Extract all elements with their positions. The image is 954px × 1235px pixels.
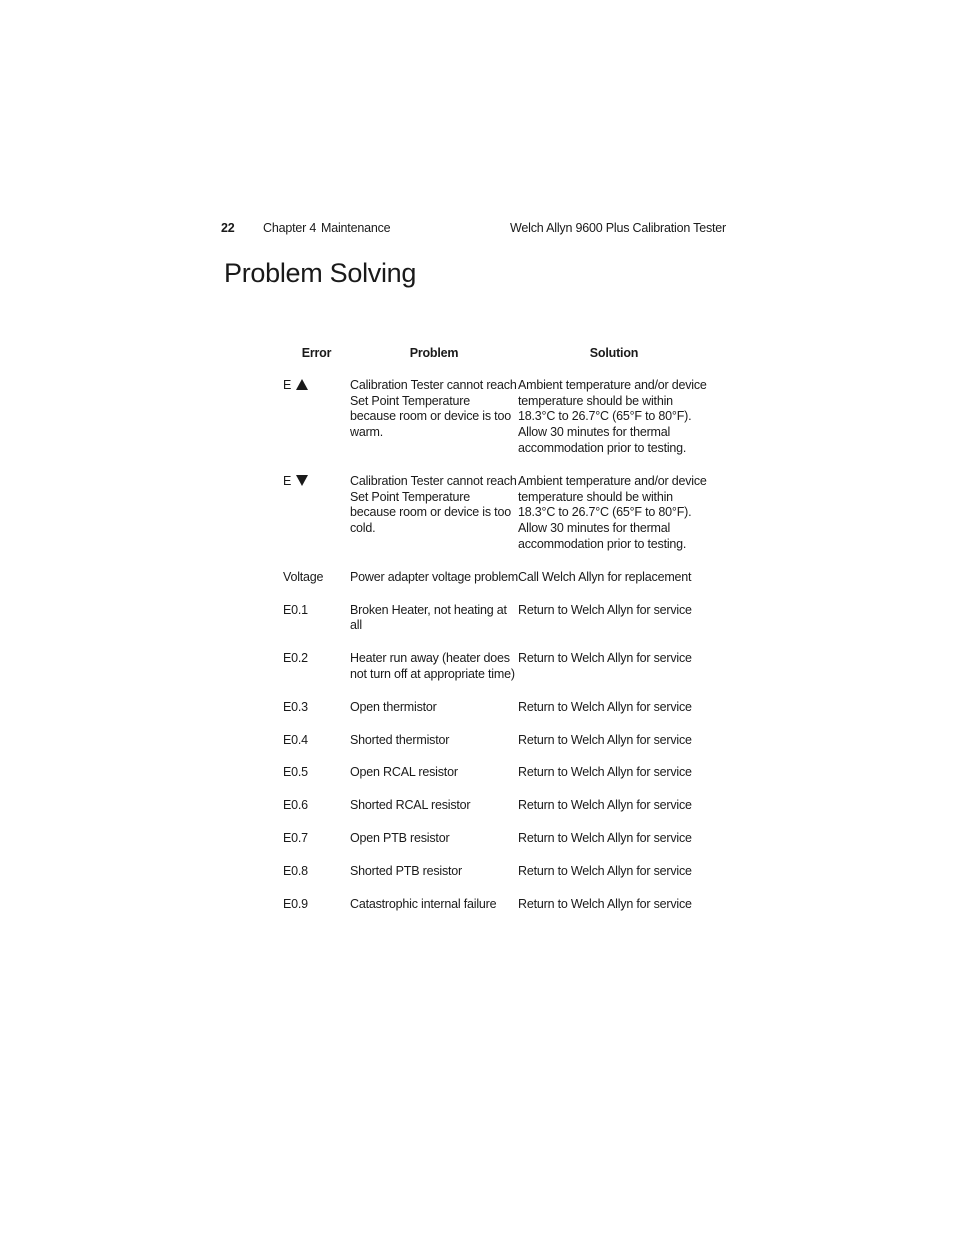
problem-cell: Broken Heater, not heating at all (350, 602, 507, 633)
error-code-cell: E0.6 (283, 798, 308, 813)
column-header-problem: Problem (409, 346, 459, 360)
table-row (283, 378, 710, 474)
error-code-cell: E0.8 (283, 863, 308, 878)
table-header-row (283, 346, 710, 378)
problem-cell: Shorted thermistor (350, 732, 450, 747)
error-code-cell: E0.2 (283, 651, 308, 666)
problem-cell: Catastrophic internal failure (350, 896, 497, 911)
table-row (283, 570, 710, 603)
table-row (283, 651, 710, 700)
problem-cell: Open RCAL resistor (350, 765, 458, 780)
solution-cell: Return to Welch Allyn for service (518, 651, 692, 666)
error-code-cell (283, 378, 350, 474)
table-row (283, 897, 710, 930)
problem-solving-table (283, 346, 710, 929)
error-code-cell: E0.4 (283, 732, 308, 747)
table-row (283, 831, 710, 864)
solution-cell: Call Welch Allyn for replacement (518, 569, 692, 584)
solution-cell: Return to Welch Allyn for service (518, 830, 692, 845)
solution-cell: Ambient temperature and/or device temperature should be within 18.3°C to 26.7°C (65°F to 80°F). Allow 30 minutes for thermal accommodation prior to testing. (518, 377, 707, 455)
problem-cell: Heater run away (heater does not turn off at appropriate time) (350, 651, 515, 681)
arrow-up-icon (296, 379, 308, 390)
column-header-error: Error (301, 346, 332, 360)
problem-cell: Open PTB resistor (350, 830, 450, 845)
error-code-cell: Voltage (283, 569, 324, 584)
error-code-cell: E0.3 (283, 699, 308, 714)
solution-cell: Return to Welch Allyn for service (518, 896, 692, 911)
solution-cell: Return to Welch Allyn for service (518, 699, 692, 714)
page-title: Problem Solving (224, 258, 417, 288)
table-row (283, 798, 710, 831)
table-row (283, 474, 710, 570)
solution-cell: Return to Welch Allyn for service (518, 798, 692, 813)
page-number: 22 (221, 221, 235, 235)
chapter-label: Chapter 4 (263, 221, 317, 235)
problem-cell: Power adapter voltage problem (350, 569, 518, 584)
error-code-cell: E0.7 (283, 830, 308, 845)
error-code-cell (283, 474, 350, 570)
solution-cell: Ambient temperature and/or device temperature should be within 18.3°C to 26.7°C (65°F to 80°F). Allow 30 minutes for thermal accommodation prior to testing. (518, 473, 707, 551)
manual-title: Welch Allyn 9600 Plus Calibration Tester (510, 221, 726, 235)
solution-cell: Return to Welch Allyn for service (518, 732, 692, 747)
table-row (283, 864, 710, 897)
error-code: E (283, 473, 292, 488)
table-row (283, 733, 710, 766)
table-row (283, 603, 710, 652)
arrow-down-icon (296, 475, 308, 486)
problem-cell: Shorted PTB resistor (350, 863, 463, 878)
table-body (283, 378, 710, 930)
problem-cell: Open thermistor (350, 699, 437, 714)
solution-cell: Return to Welch Allyn for service (518, 765, 692, 780)
solution-cell: Return to Welch Allyn for service (518, 863, 692, 878)
error-code-cell: E0.1 (283, 602, 308, 617)
problem-cell: Calibration Tester cannot reach Set Point Temperature because room or device is too warm. (350, 377, 517, 440)
error-code-cell: E0.5 (283, 765, 308, 780)
page-header (221, 221, 726, 239)
table-row (283, 765, 710, 798)
error-code-cell: E0.9 (283, 896, 308, 911)
column-header-solution: Solution (589, 346, 639, 360)
solution-cell: Return to Welch Allyn for service (518, 602, 692, 617)
problem-cell: Calibration Tester cannot reach Set Point Temperature because room or device is too cold. (350, 473, 517, 536)
error-code: E (283, 377, 292, 392)
table-row (283, 700, 710, 733)
problem-cell: Shorted RCAL resistor (350, 798, 471, 813)
chapter-name: Maintenance (321, 221, 391, 235)
